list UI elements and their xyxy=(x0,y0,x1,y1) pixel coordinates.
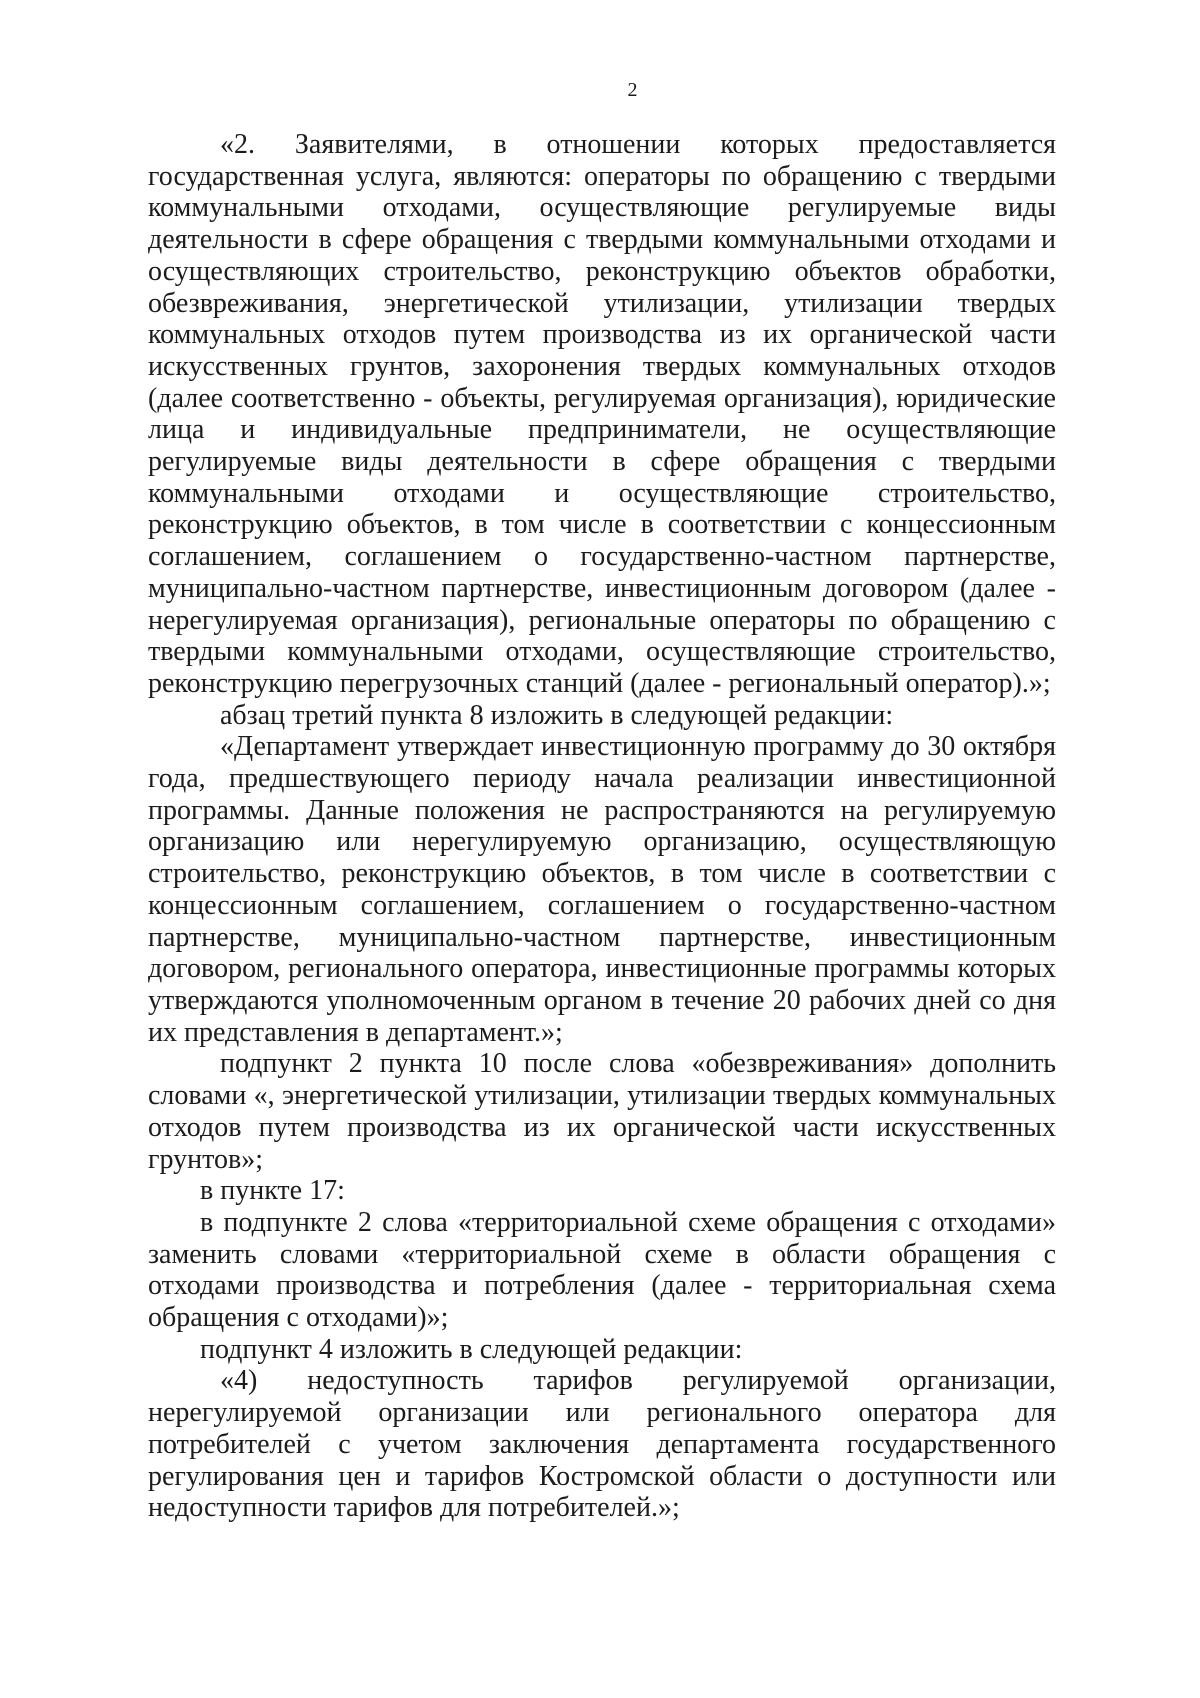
paragraph-item17-sub4-intro: подпункт 4 изложить в следующей редакции: xyxy=(200,1333,743,1365)
paragraph-item8-text: «Департамент утверждает инвестиционную программу до 30 октября года, предшествующего периоду начала реализации инвестиционной программы. Данные положения не распространяются на регулируемую организацию или нерегулируемую организацию, осуществляющую строительство, реконструкцию объектов, в том числе в соответствии с концессионным соглашением, соглашением о государственно-частном партнерстве, муниципально-частном партнерстве, инвестиционным договором, регионального оператора, инвестиционные программы которых утверждаются уполномоченным органом в течение 20 рабочих дней со дня их представления в департамент.»; xyxy=(148,731,1056,1048)
paragraph-item10-amendment: подпункт 2 пункта 10 после слова «обезвреживания» дополнить словами «, энергетической утилизации, утилизации твердых коммунальных отходов путем производства из их органической части искусственных грунтов»; xyxy=(148,1048,1056,1175)
paragraph-item17-sub2: в подпункте 2 слова «территориальной схеме обращения с отходами» заменить словами «территориальной схеме в области обращения с отходами производства и потребления (далее - территориальная схема обращения с отходами)»; xyxy=(148,1206,1056,1334)
paragraph-item17-sub4-text: «4) недоступность тарифов регулируемой организации, нерегулируемой организации или регионального оператора для потребителей с учетом заключения департамента государственного регулирования цен и тарифов Костромской области о доступности или недоступности тарифов для потребителей.»; xyxy=(148,1365,1056,1524)
paragraph-item8-intro: абзац третий пункта 8 изложить в следующей редакции: xyxy=(220,699,894,731)
page-number: 2 xyxy=(627,79,638,101)
document-body xyxy=(148,129,1056,1524)
paragraph-item17-intro: в пункте 17: xyxy=(200,1175,345,1207)
paragraph-applicants: «2. Заявителями, в отношении которых предоставляется государственная услуга, являются: операторы по обращению с твердыми коммунальными отходами, осуществляющие регулируемые виды деятельности в сфере обращения с твердыми коммунальными отходами и осуществляющих строительство, реконструкцию объектов обработки, обезвреживания, энергетической утилизации, утилизации твердых коммунальных отходов путем производства из их органической части искусственных грунтов, захоронения твердых коммунальных отходов (далее соответственно - объекты, регулируемая организация), юридические лица и индивидуальные предприниматели, не осуществляющие регулируемые виды деятельности в сфере обращения с твердыми коммунальными отходами и осуществляющие строительство, реконструкцию объектов, в том числе в соответствии с концессионным соглашением, соглашением о государственно-частном партнерстве, муниципально-частном партнерстве, инвестиционным договором (далее - нерегулируемая организация), региональные операторы по обращению с твердыми коммунальными отходами, осуществляющие строительство, реконструкцию перегрузочных станций (далее - региональный оператор).»; xyxy=(148,129,1056,699)
